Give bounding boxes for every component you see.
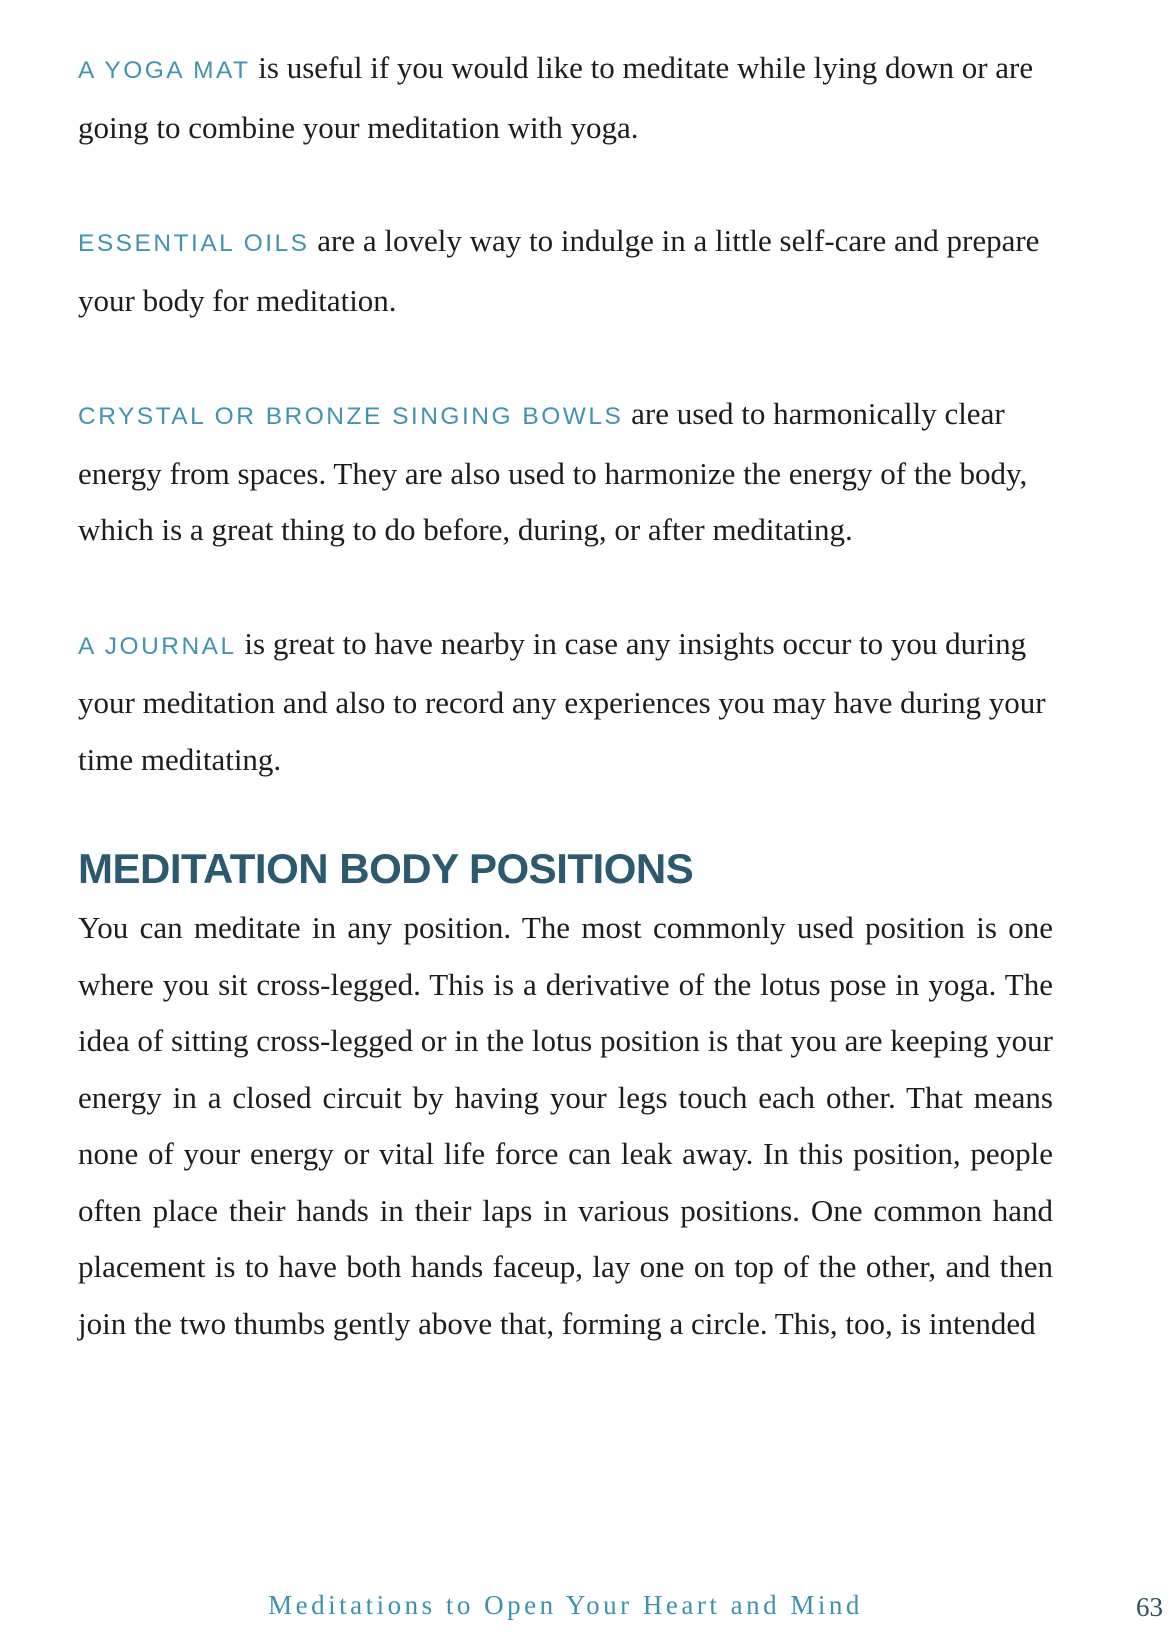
page-footer <box>78 1590 1163 1622</box>
section-body-paragraph: You can meditate in any position. The most commonly used position is one where you sit cross-legged. This is a derivative of the lotus pose in yoga. The idea of sitting cross-legged or in the lotus position is that you are keeping your energy in a closed circuit by having your legs touch each other. That means none of your energy or vital life force can leak away. In this position, people often place their hands in their laps in various positions. One common hand placement is to have both hands faceup, lay one on top of the other, and then join the two thumbs gently above that, forming a circle. This, too, is intended <box>78 910 1053 1341</box>
supply-paragraph-essential-oils <box>78 213 1053 329</box>
page-number: 63 <box>1136 1592 1163 1622</box>
supply-lead-label: CRYSTAL OR BRONZE SINGING BOWLS <box>78 403 624 430</box>
supply-lead-label: A YOGA MAT <box>78 57 251 84</box>
running-footer-title: Meditations to Open Your Heart and Mind <box>268 1590 863 1620</box>
supply-lead-label: ESSENTIAL OILS <box>78 230 310 257</box>
section-heading: MEDITATION BODY POSITIONS <box>78 845 694 892</box>
supply-text: are a lovely way to indulge in a little self-care and prepare your body for meditation. <box>78 223 1040 318</box>
supply-text: is useful if you would like to meditate while lying down or are going to combine your meditation with yoga. <box>78 50 1034 145</box>
supply-paragraph-singing-bowls <box>78 386 1053 559</box>
supply-paragraph-journal <box>78 616 1053 789</box>
supply-paragraph-yoga-mat <box>78 40 1053 156</box>
supply-lead-label: A JOURNAL <box>78 632 237 660</box>
supply-text: is great to have nearby in case any insights occur to you during your meditation and also to record any experiences you may have during your time meditating. <box>78 625 1046 777</box>
supply-text: are used to harmonically clear energy from spaces. They are also used to harmonize the energy of the body, which is a great thing to do before, during, or after meditating. <box>78 396 1028 547</box>
